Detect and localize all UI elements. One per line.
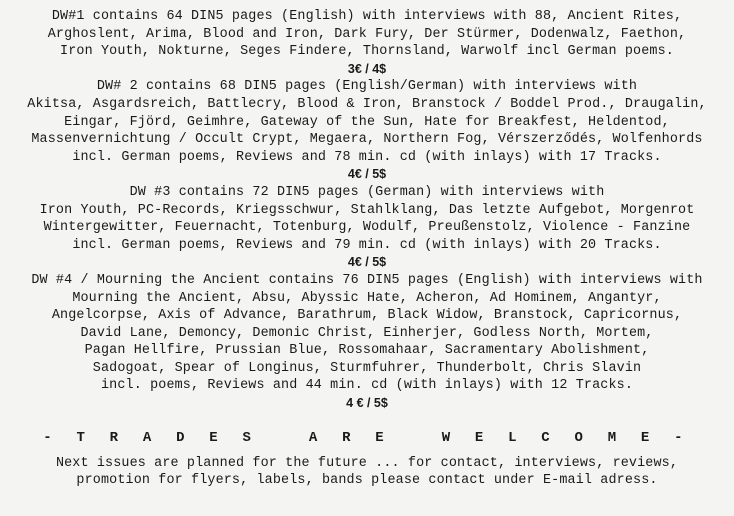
issue-4-line-4: David Lane, Demoncy, Demonic Christ, Einherjer, Godless North, Mortem, bbox=[80, 325, 654, 341]
issue-4-line-3: Angelcorpse, Axis of Advance, Barathrum, Black Widow, Branstock, Capricornus, bbox=[51, 308, 683, 324]
issue-3-line-2: Iron Youth, PC-Records, Kriegsschwur, Stahlklang, Das letzte Aufgebot, Morgenrot bbox=[39, 202, 695, 218]
issue-3-entry bbox=[0, 184, 734, 272]
issue-4-line-5: Pagan Hellfire, Prussian Blue, Rossomahaar, Sacramentary Abolishment, bbox=[84, 343, 650, 359]
issue-2-line-5: incl. German poems, Reviews and 78 min. cd (with inlays) with 17 Tracks. bbox=[72, 149, 662, 165]
contact-footer bbox=[0, 455, 734, 490]
footer-line-2: promotion for flyers, labels, bands please contact under E-mail adress. bbox=[76, 473, 658, 489]
issue-4-line-7: incl. poems, Reviews and 44 min. cd (with inlays) with 12 Tracks. bbox=[100, 378, 634, 394]
issue-1-line-2: Arghoslent, Arima, Blood and Iron, Dark Fury, Der Stürmer, Dodenwalz, Faethon, bbox=[47, 26, 687, 42]
issue-3-price: 4€ / 5$ bbox=[347, 255, 387, 270]
issue-4-line-2: Mourning the Ancient, Absu, Abyssic Hate, Acheron, Ad Hominem, Angantyr, bbox=[72, 290, 662, 306]
issue-3-line-3: Wintergewitter, Feuernacht, Totenburg, Wodulf, Preußenstolz, Violence - Fanzine bbox=[43, 220, 691, 236]
issue-2-line-1: DW# 2 contains 68 DIN5 pages (English/German) with interviews with bbox=[96, 79, 638, 95]
issue-1-line-3: Iron Youth, Nokturne, Seges Findere, Thornsland, Warwolf incl German poems. bbox=[60, 44, 674, 60]
issue-4-line-6: Sadogoat, Spear of Longinus, Sturmfuhrer, Thunderbolt, Chris Slavin bbox=[92, 360, 642, 376]
issue-4-line-1: DW #4 / Mourning the Ancient contains 76 DIN5 pages (English) with interviews with bbox=[31, 272, 703, 288]
issue-2-line-3: Eingar, Fjörd, Geimhre, Gateway of the Sun, Hate for Breakfest, Heldentod, bbox=[64, 114, 670, 130]
issue-2-line-2: Akitsa, Asgardsreich, Battlecry, Blood & Iron, Branstock / Boddel Prod., Draugalin, bbox=[27, 96, 707, 112]
issue-1-price: 3€ / 4$ bbox=[347, 61, 387, 76]
issue-3-line-4: incl. German poems, Reviews and 79 min. cd (with inlays) with 20 Tracks. bbox=[72, 237, 662, 253]
catalog-page bbox=[0, 8, 734, 490]
issue-1-entry bbox=[0, 8, 734, 78]
issue-2-price: 4€ / 5$ bbox=[347, 167, 387, 182]
issue-4-entry bbox=[0, 272, 734, 413]
trades-welcome-heading: - T R A D E S A R E W E L C O M E - bbox=[43, 429, 691, 446]
issue-1-line-1: DW#1 contains 64 DIN5 pages (English) with interviews with 88, Ancient Rites, bbox=[51, 9, 683, 24]
issue-2-line-4: Massenvernichtung / Occult Crypt, Megaera, Northern Fog, Vérszerződés, Wolfenhords bbox=[31, 132, 703, 148]
issue-4-price: 4 € / 5$ bbox=[346, 396, 388, 411]
footer-line-1: Next issues are planned for the future ... for contact, interviews, reviews, bbox=[55, 455, 679, 471]
issue-2-entry bbox=[0, 78, 734, 184]
issue-3-line-1: DW #3 contains 72 DIN5 pages (German) with interviews with bbox=[129, 184, 605, 200]
